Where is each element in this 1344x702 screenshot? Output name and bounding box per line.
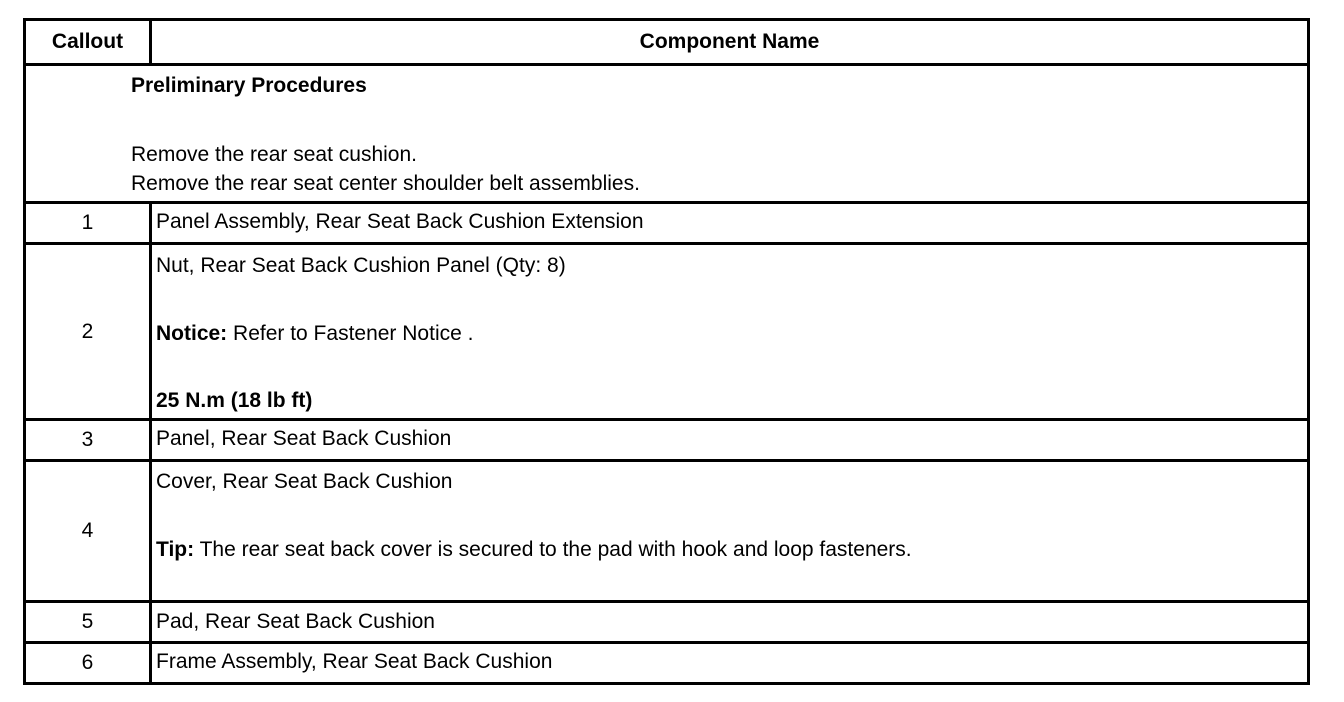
column-divider [149, 204, 152, 242]
preliminary-step: Remove the rear seat center shoulder belt assemblies. [131, 172, 640, 195]
table-row [26, 245, 1307, 421]
table-row [26, 644, 1307, 682]
component-name-text: Cover, Rear Seat Back Cushion [156, 470, 453, 493]
component-name-text: Frame Assembly, Rear Seat Back Cushion [156, 650, 553, 673]
table-row [26, 204, 1307, 245]
notice-label: Notice: [156, 322, 228, 345]
torque-spec: 25 N.m (18 lb ft) [156, 389, 313, 412]
component-name-text: Pad, Rear Seat Back Cushion [156, 610, 435, 633]
notice-text: Refer to Fastener Notice . [227, 322, 474, 345]
callout-number: 4 [81, 519, 94, 542]
table-row [26, 603, 1307, 644]
component-name-text: Panel Assembly, Rear Seat Back Cushion Extension [156, 210, 644, 233]
header-callout: Callout [51, 30, 124, 53]
column-divider [149, 644, 152, 682]
column-divider [149, 245, 152, 418]
callout-number: 5 [81, 610, 94, 633]
preliminary-title: Preliminary Procedures [131, 74, 367, 97]
column-divider [149, 421, 152, 459]
preliminary-procedures-row [26, 66, 1307, 204]
table-row [26, 462, 1307, 603]
column-divider [149, 603, 152, 641]
callout-number: 6 [81, 651, 94, 674]
header-component-name: Component Name [639, 30, 820, 53]
component-table [23, 18, 1310, 685]
tip-label: Tip: [156, 538, 195, 561]
callout-number: 1 [81, 211, 94, 234]
component-name-text: Panel, Rear Seat Back Cushion [156, 427, 452, 450]
column-divider [149, 462, 152, 600]
callout-number: 3 [81, 428, 94, 451]
preliminary-step: Remove the rear seat cushion. [131, 143, 417, 166]
notice-line [156, 322, 473, 346]
tip-text: The rear seat back cover is secured to the pad with hook and loop fasteners. [194, 538, 912, 561]
callout-number: 2 [81, 319, 94, 343]
table-header-row [26, 21, 1307, 66]
component-name-text: Nut, Rear Seat Back Cushion Panel (Qty: 8) [156, 254, 566, 277]
tip-line [156, 538, 912, 562]
table-row [26, 421, 1307, 462]
